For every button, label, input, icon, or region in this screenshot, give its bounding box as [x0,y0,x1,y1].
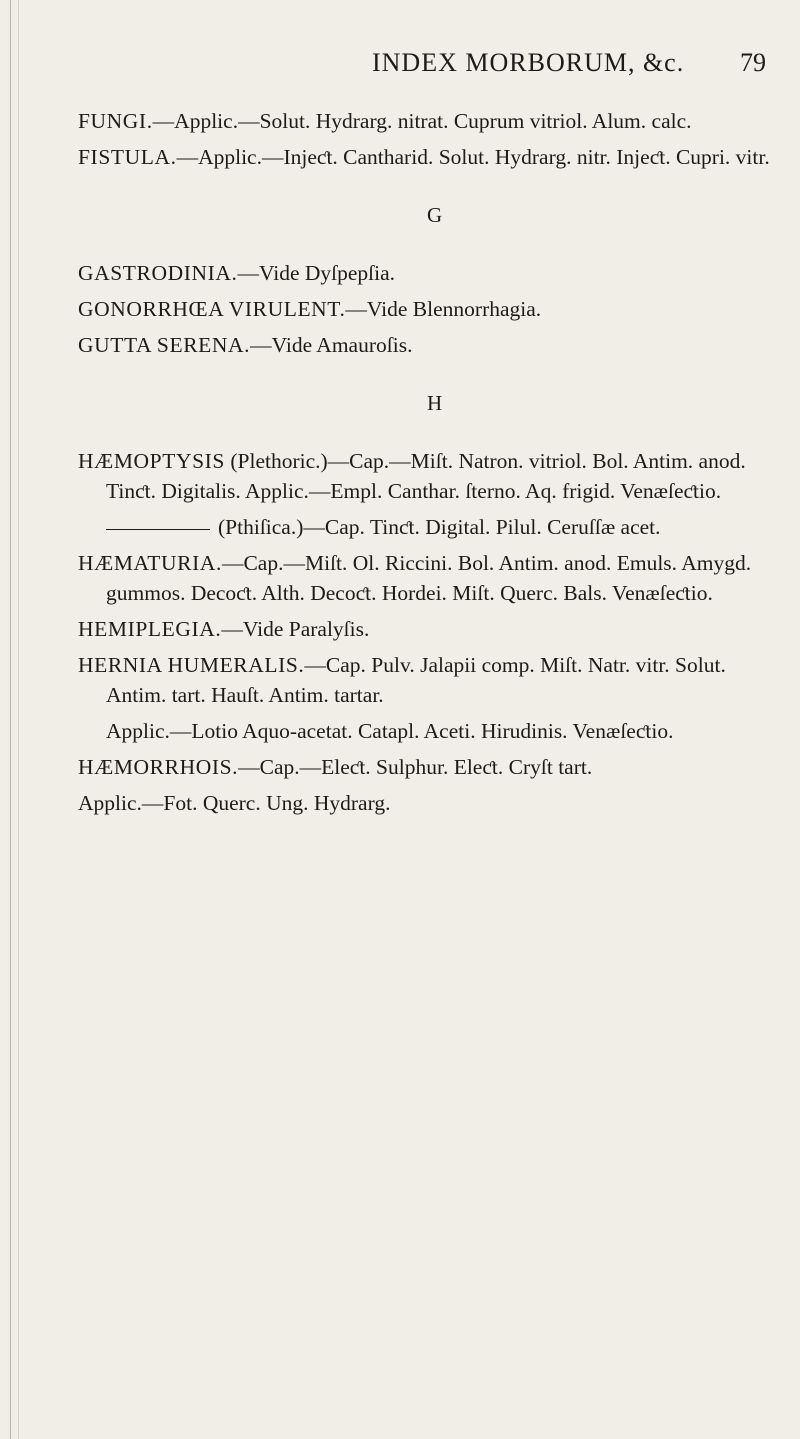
entry-hemiplegia [78,614,778,644]
entry-haemorrhois [78,752,778,782]
entry-head: FUNGI. [78,109,153,133]
running-head-title: INDEX MORBORUM, &c. [372,48,685,77]
entry-haemorrhois-sub: Applic.—Fot. Querc. Ung. Hydrarg. [78,791,391,815]
entry-head: GASTRODINIA. [78,261,238,285]
entry-head: HERNIA HUMERALIS. [78,653,305,677]
entry-head: GONORRHŒA VIRULENT. [78,297,346,321]
entry-text: —Applic.—Solut. Hydrarg. nitrat. Cuprum vitriol. Alum. calc. [152,109,692,133]
entry-head: FISTULA. [78,145,177,169]
entry-haemoptysis-sub [78,512,778,542]
running-head [0,48,800,88]
entry-head: HÆMORRHOIS. [78,755,239,779]
section-letter-h: H [427,391,443,415]
entry-text: (Plethoric.)—Cap.—Miſt. Natron. vitriol. Bol. Antim. anod. Tinƈt. Digitalis. Applic.—Empl. Canthar. ſterno. Aq. frigid. Venæſeƈtio. [106,449,746,503]
entry-text: —Cap.—Miſt. Ol. Riccini. Bol. Antim. anod. Emuls. Amygd. gummos. Decoƈt. Alth. Decoƈt. Hordei. Miſt. Querc. Bals. Venæſeƈtio. [106,551,752,605]
entry-text: —Cap.—Eleƈt. Sulphur. Eleƈt. Cryſt tart. [238,755,593,779]
entry-haematuria [78,548,778,608]
page-gutter-line-inner [18,0,19,1439]
entry-gastrodinia [78,258,778,288]
page-number: 79 [740,48,766,77]
entry-text: —Vide Dyſpepſia. [237,261,396,285]
entry-fungi [78,106,778,136]
entry-head: HÆMATURIA. [78,551,222,575]
entry-fistula [78,142,778,172]
entry-text: —Vide Blennorrhagia. [345,297,542,321]
entry-text: —Vide Paralyſis. [221,617,370,641]
entry-text: (Pthiſica.)—Cap. Tinƈt. Digital. Pilul. Ceruſſæ acet. [218,515,661,539]
entry-hernia-humeralis [78,650,778,710]
section-letter-g: G [427,203,443,227]
entry-text: —Vide Amauroſis. [250,333,413,357]
entry-text: —Applic.—Injeƈt. Cantharid. Solut. Hydrarg. nitr. Injeƈt. Cupri. vitr. [176,145,770,169]
entry-head: GUTTA SERENA. [78,333,251,357]
entry-gonorrhoea [78,294,778,324]
ditto-rule [106,529,210,530]
index-content [78,106,778,824]
entry-text: —Cap. Pulv. Jalapii comp. Miſt. Natr. vitr. Solut. Antim. tart. Hauſt. Antim. tartar. [106,653,726,707]
entry-hernia-sub: Applic.—Lotio Aquo-acetat. Catapl. Aceti. Hirudinis. Venæſeƈtio. [106,719,674,743]
entry-head: HEMIPLEGIA. [78,617,222,641]
entry-head: HÆMOPTYSIS [78,449,225,473]
page-gutter-line [10,0,11,1439]
entry-haemoptysis [78,446,778,506]
entry-gutta-serena [78,330,778,360]
